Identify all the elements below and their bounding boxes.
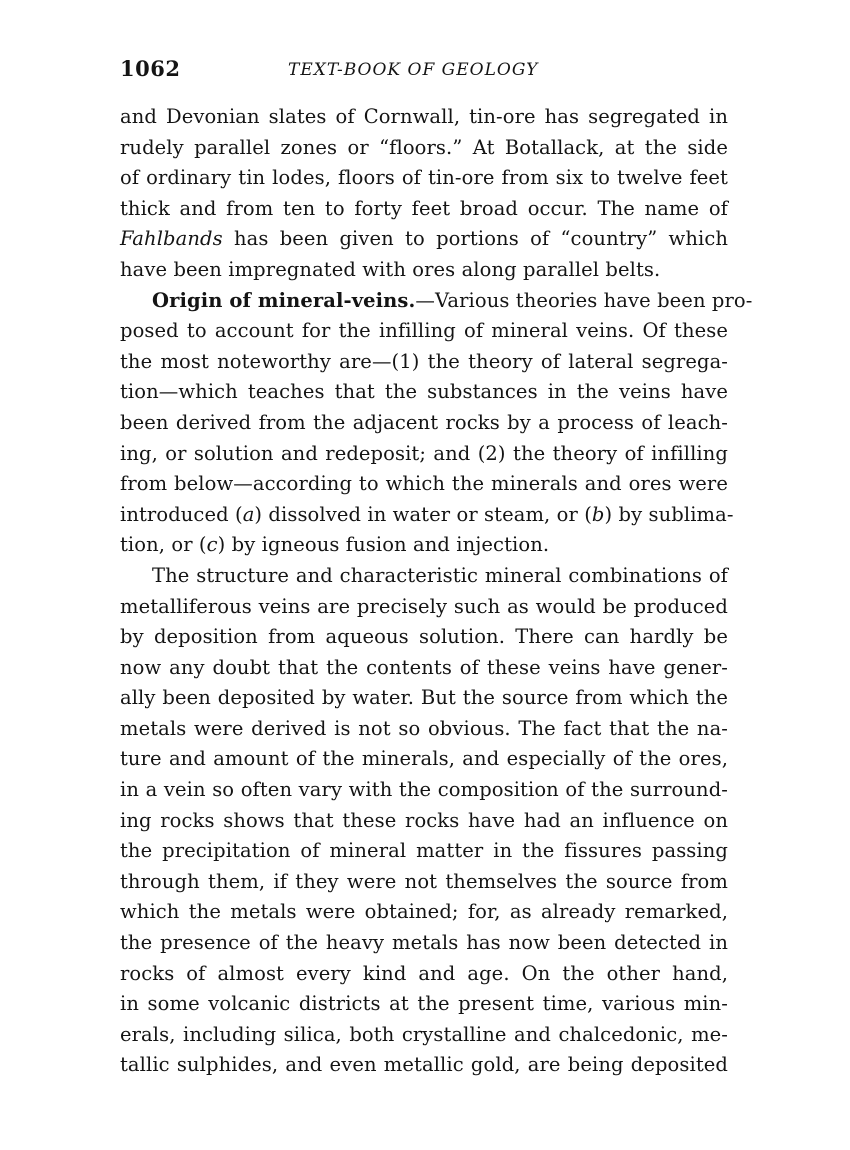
text-line: been derived from the adjacent rocks by a process of leach-	[120, 410, 728, 434]
text-line	[120, 286, 753, 317]
text-line: which the metals were obtained; for, as already remarked,	[120, 900, 728, 924]
text-line: of ordinary tin lodes, floors of tin-ore from six to twelve feet	[120, 166, 728, 190]
text-line: metals were derived is not so obvious. The fact that the na-	[120, 716, 728, 740]
text-run: introduced (	[120, 502, 243, 526]
text-run: tion, or (	[120, 533, 207, 557]
text-line: the precipitation of mineral matter in the fissures passing	[120, 839, 728, 863]
text-run: has been given to portions of “country” which	[222, 227, 728, 251]
paragraph-2	[120, 286, 753, 561]
text-line: tion—which teaches that the substances in the veins have	[120, 380, 728, 404]
text-line: in some volcanic districts at the present time, various min-	[120, 992, 728, 1016]
text-line	[120, 500, 734, 531]
text-line	[120, 224, 728, 255]
text-line: and Devonian slates of Cornwall, tin-ore has segregated in	[120, 105, 728, 128]
text-line: ing, or solution and redeposit; and (2) the theory of infilling	[120, 441, 728, 465]
running-title: TEXT-BOOK OF GEOLOGY	[288, 60, 539, 80]
book-page	[120, 56, 753, 1081]
text-line	[120, 530, 728, 561]
text-line: through them, if they were not themselves the source from	[120, 869, 728, 893]
page-number: 1062	[120, 56, 181, 81]
text-run: —Various theories have been pro-	[415, 288, 753, 312]
text-line: the most noteworthy are—(1) the theory of lateral segrega-	[120, 349, 728, 373]
text-line: thick and from ten to forty feet broad occur. The name of	[120, 196, 728, 220]
text-run: ) by sublima-	[604, 502, 734, 526]
text-line: from below—according to which the minerals and ores were	[120, 472, 728, 496]
text-line: have been impregnated with ores along parallel belts.	[120, 257, 661, 281]
text-line: in a vein so often vary with the composition of the surround-	[120, 778, 728, 802]
text-line: ture and amount of the minerals, and especially of the ores,	[120, 747, 728, 771]
text-line: tallic sulphides, and even metallic gold, are being deposited	[120, 1053, 728, 1077]
text-line: posed to account for the infilling of mineral veins. Of these	[120, 319, 728, 343]
text-line: ing rocks shows that these rocks have had an influence on	[120, 808, 728, 832]
italic-letter: a	[242, 502, 255, 526]
text-line: erals, including silica, both crystalline and chalcedonic, me-	[120, 1022, 728, 1046]
italic-letter: c	[206, 533, 218, 557]
text-line: rocks of almost every kind and age. On the other hand,	[120, 961, 728, 985]
paragraph-1	[120, 102, 728, 286]
text-run: ) dissolved in water or steam, or (	[254, 502, 592, 526]
text-line: The structure and characteristic mineral combinations of	[152, 563, 728, 587]
text-line: rudely parallel zones or “floors.” At Botallack, at the side	[120, 135, 728, 159]
text-run: ) by igneous fusion and injection.	[217, 533, 550, 557]
paragraph-3	[120, 561, 728, 1081]
text-line: ally been deposited by water. But the source from which the	[120, 686, 728, 710]
running-head	[120, 56, 728, 90]
text-line: the presence of the heavy metals has now been detected in	[120, 931, 728, 955]
side-heading: Origin of mineral-veins.	[152, 288, 416, 312]
italic-term: Fahlbands	[120, 227, 223, 251]
italic-letter: b	[591, 502, 605, 526]
text-line: metalliferous veins are precisely such as would be produced	[120, 594, 728, 618]
text-line: now any doubt that the contents of these veins have gener-	[120, 655, 728, 679]
text-line: by deposition from aqueous solution. There can hardly be	[120, 625, 728, 649]
